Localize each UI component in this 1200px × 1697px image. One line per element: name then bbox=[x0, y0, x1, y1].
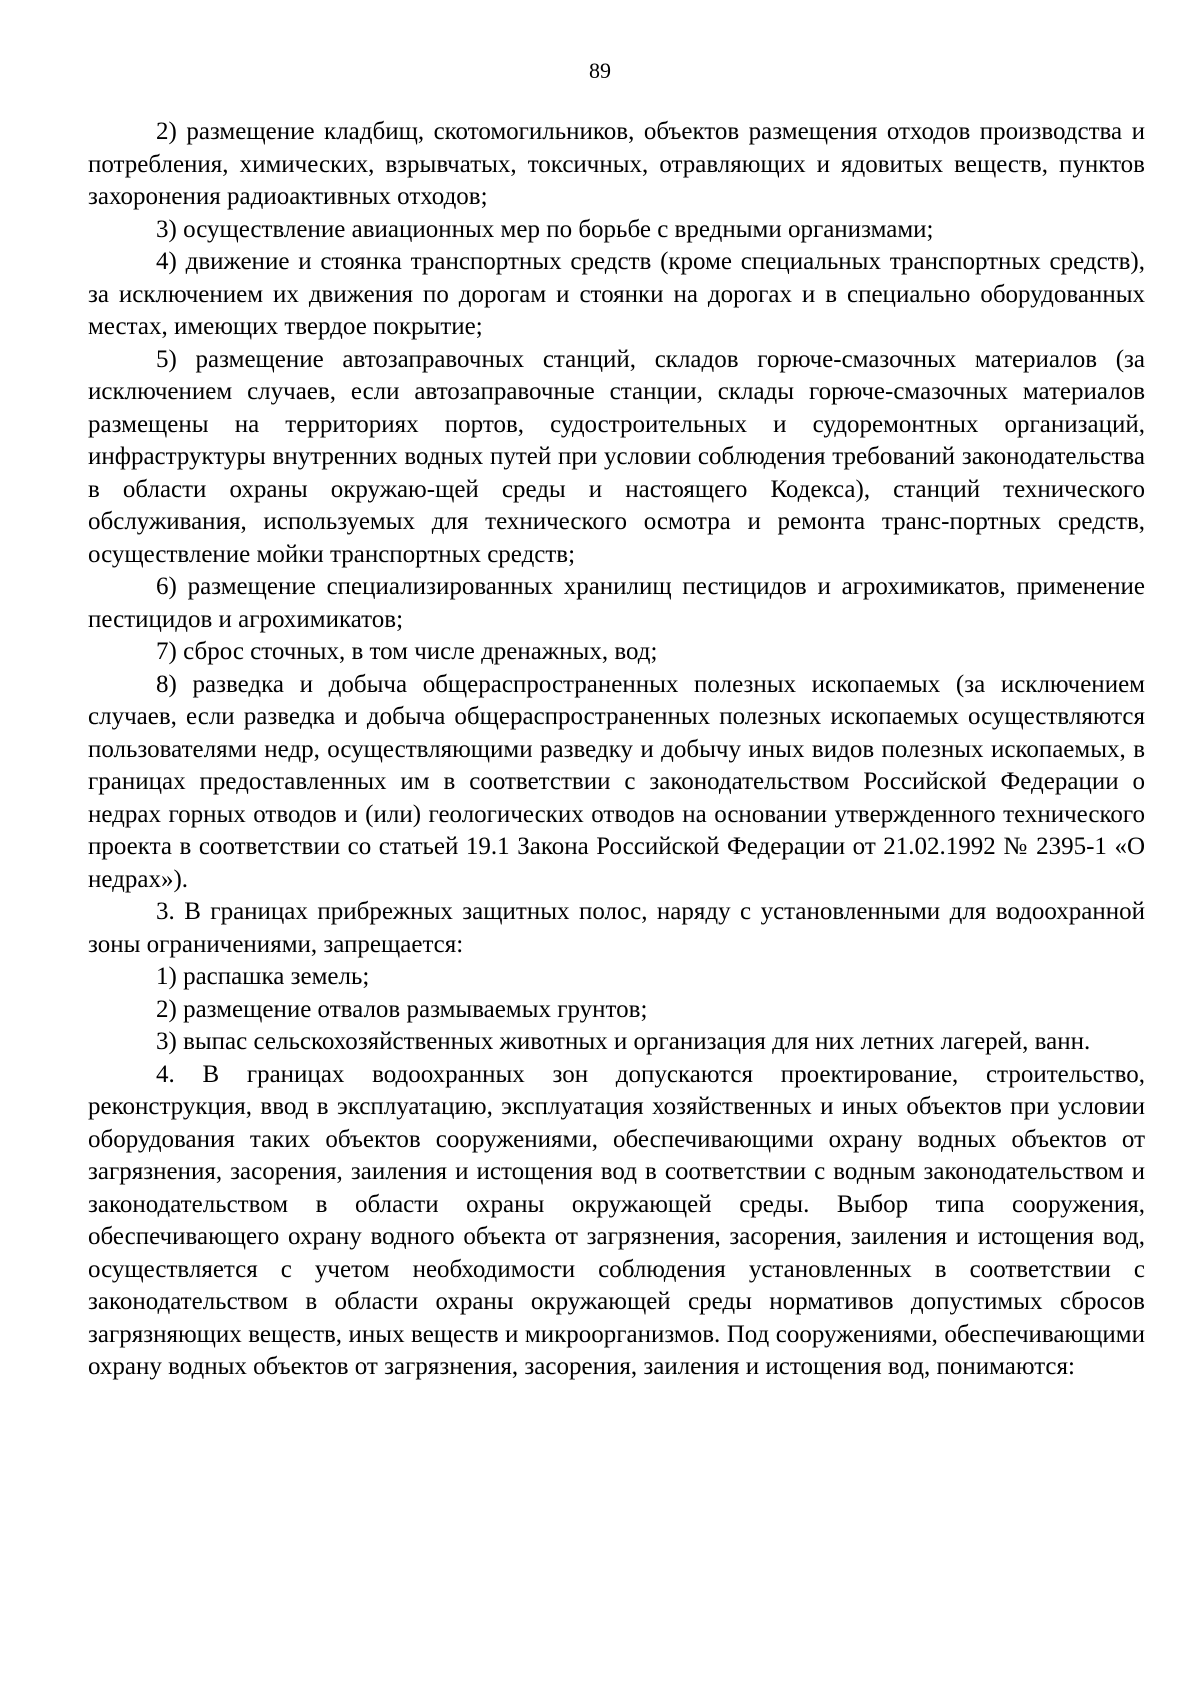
paragraph-section-4: 4. В границах водоохранных зон допускаются проектирование, строительство, реконструкция, ввод в эксплуатацию, эксплуатация хозяйственных и иных объектов при условии оборудования таких объектов сооружениями, обеспечивающими охрану водных объектов от загрязнения, засорения, заиления и истощения вод в соответствии с водным законодательством и законодательством в области охраны окружающей среды. Выбор типа сооружения, обеспечивающего охрану водного объекта от загрязнения, засорения, заиления и истощения вод, осуществляется с учетом необходимости соблюдения установленных в соответствии с законодательством в области охраны окружающей среды нормативов допустимых сбросов загрязняющих веществ, иных веществ и микроорганизмов. Под сооружениями, обеспечивающими охрану водных объектов от загрязнения, засорения, заиления и истощения вод, понимаются: bbox=[88, 1060, 1145, 1380]
paragraph-item-3-aviation: 3) осуществление авиационных мер по борьбе с вредными организмами; bbox=[156, 215, 934, 243]
paragraph-item-3-grazing: 3) выпас сельскохозяйственных животных и организация для них летних лагерей, ванн. bbox=[156, 1028, 1091, 1055]
paragraph-item-6-pesticides: 6) размещение специализированных хранилищ пестицидов и агрохимикатов, применение пестицидов и агрохимикатов; bbox=[88, 573, 1145, 633]
paragraph-item-7-wastewater: 7) сброс сточных, в том числе дренажных, вод; bbox=[156, 638, 658, 665]
page-number: 89 bbox=[589, 58, 611, 83]
paragraph-item-2-cemeteries: 2) размещение кладбищ, скотомогильников, объектов размещения отходов производства и потребления, химических, взрывчатых, токсичных, отравляющих и ядовитых веществ, пунктов захоронения радиоактивных отходов; bbox=[88, 118, 1145, 210]
paragraph-item-8-minerals: 8) разведка и добыча общераспространенных полезных ископаемых (за исключением случаев, если разведка и добыча общераспространенных полезных ископаемых осуществляются пользователями недр, осуществляющими разведку и добычу иных видов полезных ископаемых, в границах предоставленных им в соответствии с законодательством Российской Федерации о недрах горных отводов и (или) геологических отводов на основании утвержденного технического проекта в соответствии со статьей 19.1 Закона Российской Федерации от 21.02.1992 № 2395-1 «О недрах»). bbox=[88, 670, 1145, 893]
paragraph-item-4-vehicles: 4) движение и стоянка транспортных средств (кроме специальных транспортных средств), за исключением их движения по дорогам и стоянки на дорогах и в специально оборудованных местах, имеющих твердое покрытие; bbox=[88, 248, 1145, 340]
document-body bbox=[88, 116, 1145, 1384]
paragraph-item-1-ploughing: 1) распашка земель; bbox=[156, 963, 370, 990]
paragraph-item-5-fuel-stations: 5) размещение автозаправочных станций, складов горюче-смазочных материалов (за исключением случаев, если автозаправочные станции, склады горюче-смазочных материалов размещены на территориях портов, судостроительных и судоремонтных организаций, инфраструктуры внутренних водных путей при условии соблюдения требований законодательства в области охраны окружаю-щей среды и настоящего Кодекса), станций технического обслуживания, используемых для технического осмотра и ремонта транс-портных средств, осуществление мойки транспортных средств; bbox=[88, 345, 1145, 568]
paragraph-section-3: 3. В границах прибрежных защитных полос, наряду с установленными для водоохранной зоны ограничениями, запрещается: bbox=[88, 898, 1145, 958]
paragraph-item-2-dumps: 2) размещение отвалов размываемых грунтов; bbox=[156, 995, 648, 1023]
